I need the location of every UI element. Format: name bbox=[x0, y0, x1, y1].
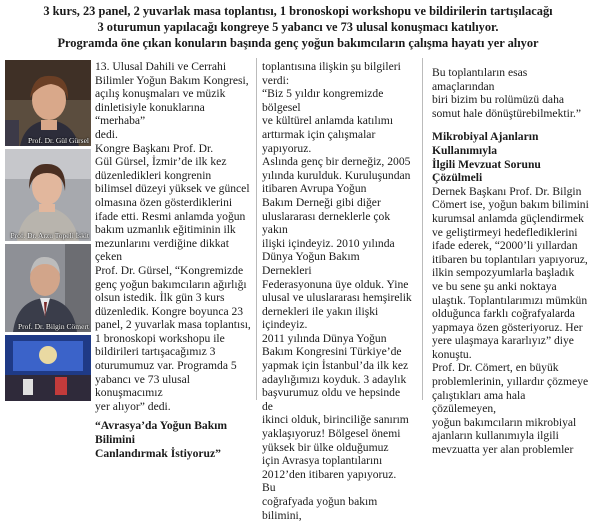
article-column-3 bbox=[432, 60, 592, 457]
subheading-line: 3 kurs, 23 panel, 2 yuvarlak masa toplantısı, 1 bronoskopi workshopu ve bildirilerin tartışılacağı bbox=[43, 4, 553, 18]
column-divider bbox=[256, 58, 257, 400]
photo-arzu-topeli-iskit bbox=[5, 149, 91, 241]
paragraph: Prof. Dr. Cömert, en büyük problemlerinin, yıllardır çözmeye çalıştıkları ama hala çözülemeyen, yoğun bakımcıların mikrobiyal ajanların kullanımıyla ilgili mevzuatta yer alan problemler bbox=[432, 361, 589, 457]
paragraph: toplantısına ilişkin şu bilgileri verdi: “Biz 5 yıldır kongremizde bölgesel ve kültürel anlamda katılımı arttırmak için çalışmalar yapıyoruz. Aslında genç bir derneğiz, 2005 yılında kurulduk. Kuruluşundan itibaren Avrupa Yoğun Bakım Derneği gibi diğer uluslararası derneklerle çok yakın ilişki içindeyiz. 2010 yılında Dünya Yoğun Bakım Dernekleri Federasyonuna üye olduk. Yine ulusal ve uluslararası hemşirelik dernekleri ile yakın ilişki içindeyiz. 2011 yılında Dünya Yoğun Bakım Kongresini Türkiye’de yapmak için İstanbul’da ilk kez adaylığımızı koyduk. 3 adaylık başvurumuz oldu ve hepsinde de ikinci olduk, birinciliğe sanırım yaklaşıyoruz! Bölgesel önemi yüksek bir ülke olduğumuz için Avrasya toplantılarını 2012’den itibaren yapıyoruz. Bu coğrafyada yoğun bakım bilimini, bbox=[262, 60, 412, 522]
photo-caption: Prof. Dr. Gül Gürsel bbox=[27, 136, 89, 145]
paragraph: Kongre Başkanı Prof. Dr. Gül Gürsel, İzmir’de ilk kez düzenledikleri kongrenin bilimsel düzeyi yüksek ve güncel olmasına özen gösterdiklerini ifade etti. Resmi anlamda yoğun bakım uzmanlık eğitiminin ilk mezunlarını verdiğine dikkat çeken Prof. Dr. Gürsel, “Kongremizde genç yoğun bakımcıların ağırlığı olsun istedik. İlk gün 3 kurs düzenledik. Kongre boyunca 23 panel, 2 yuvarlak masa toplantısı, 1 bronoskopi workshopu ile bildirileri tartışacağımız 3 oturumumuz var. Programda 5 yabancı ve 73 ulusal konuşmacımız yer alıyor” dedi. bbox=[95, 141, 251, 413]
photo-column bbox=[5, 60, 91, 404]
stage-photo-icon bbox=[5, 335, 91, 401]
subheading-line: Programda öne çıkan konuların başında genç yoğun bakımcıların çalışma hayatı yer alıyor bbox=[57, 36, 539, 50]
article-column-1 bbox=[95, 60, 253, 460]
column-divider bbox=[422, 58, 423, 400]
article-column-2 bbox=[262, 60, 412, 522]
photo-gul-gursel bbox=[5, 60, 91, 146]
portrait-woman-icon bbox=[5, 149, 91, 241]
photo-bilgin-comert bbox=[5, 244, 91, 332]
subheading-line: 3 oturumun yapılacağı kongreye 5 yabancı ve 73 ulusal konuşmacı katılıyor. bbox=[97, 20, 499, 34]
paragraph: Bu toplantıların esas amaçlarından biri bizim bu rolümüzü daha somut hale dönüştürebilmektir.” bbox=[432, 66, 582, 120]
photo-caption: Prof. Dr. Arzu Topeli İskit bbox=[10, 231, 89, 240]
photo-caption: Prof. Dr. Bilgin Cömert bbox=[17, 322, 89, 331]
photo-congress-stage bbox=[5, 335, 91, 401]
paragraph: 13. Ulusal Dahili ve Cerrahi Bilimler Yoğun Bakım Kongresi, açılış konuşmaları ve müzik dinletisiyle konuklarına “merhaba” dedi. bbox=[95, 60, 249, 141]
subheading bbox=[0, 3, 596, 51]
portrait-woman-icon bbox=[5, 60, 91, 146]
section-heading: “Avrasya’da Yoğun Bakım Bilimini Canlandırmak İstiyoruz” bbox=[95, 419, 228, 460]
paragraph: Dernek Başkanı Prof. Dr. Bilgin Cömert ise, yoğun bakım bilimini kurumsal anlamda güçlendirmek ve geliştirmeyi hedeflediklerini ifade ederek, “2000’li yıllardan itibaren bu toplantıları yapıyoruz, ilkin sempozyumlarla başladık ve bu sene şu anki noktaya ulaştık. Toplantılarımızı mümkün olduğunca farklı coğrafyalarda yapmaya özen gösteriyoruz. Her yere ulaşmaya kararlıyız” diye konuştu. bbox=[432, 184, 589, 361]
section-heading: Mikrobiyal Ajanların Kullanımıyla İlgili Mevzuat Sorunu Çözülmeli bbox=[432, 130, 541, 185]
portrait-man-icon bbox=[5, 244, 91, 332]
